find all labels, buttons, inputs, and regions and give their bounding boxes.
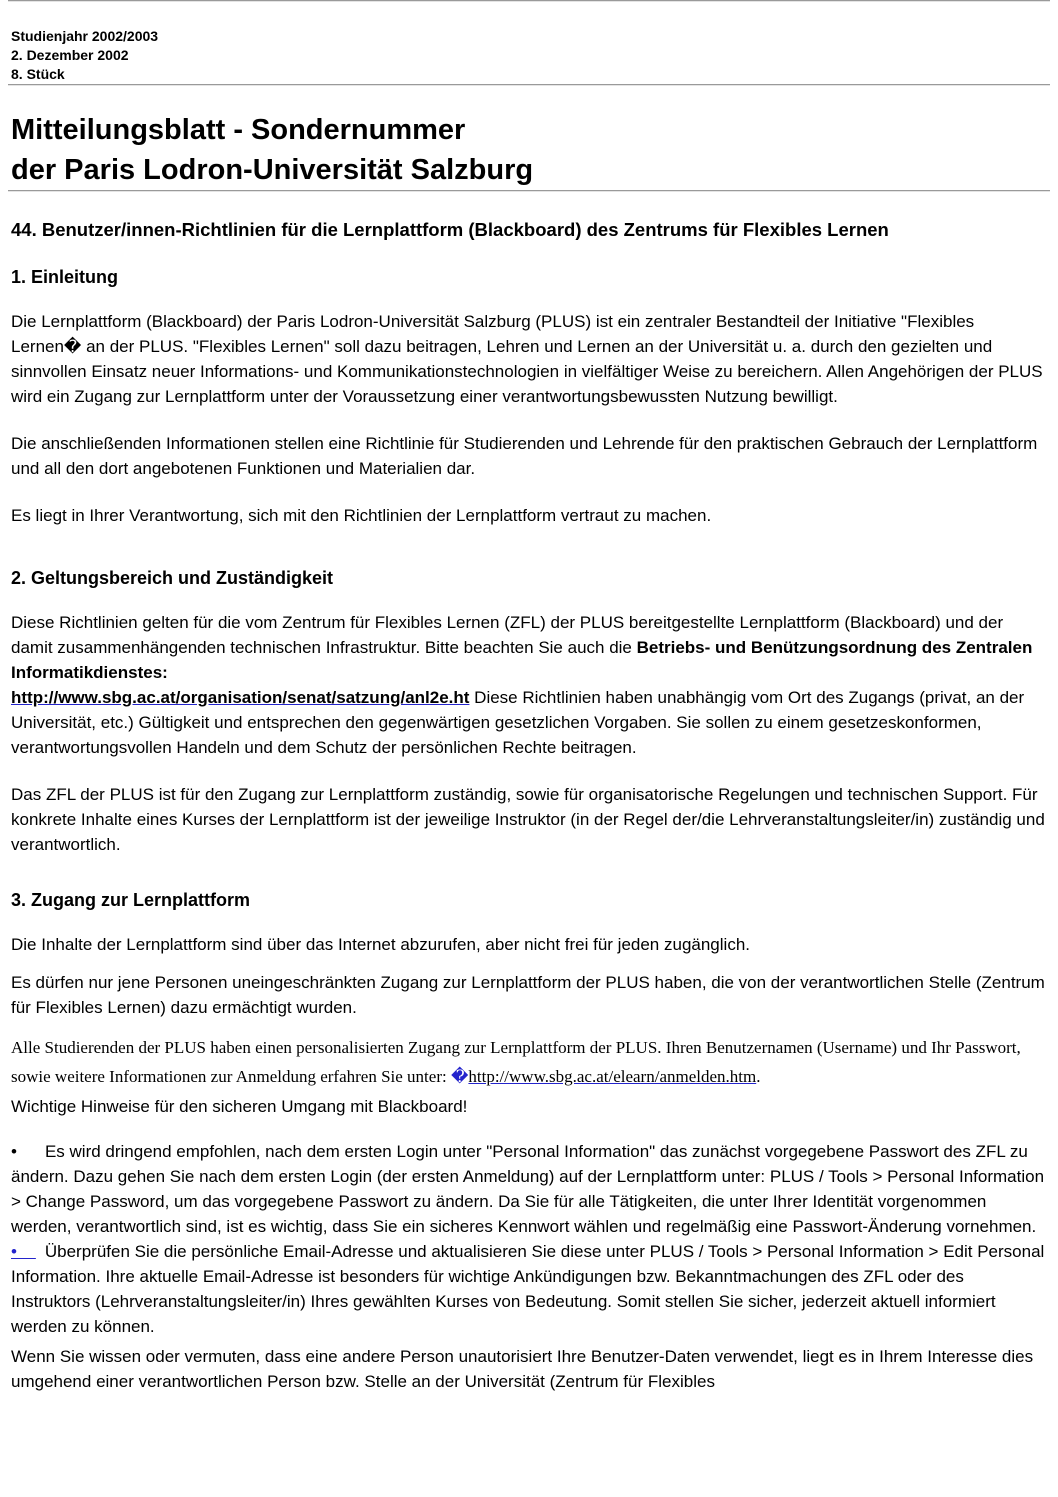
horizontal-rule-under-masthead [8,84,1050,86]
horizontal-rule-under-title [8,190,1050,192]
section-heading-geltungsbereich: 2. Geltungsbereich und Zuständigkeit [11,568,334,588]
masthead-line-date: 2. Dezember 2002 [11,47,129,63]
horizontal-rule-top [8,0,1050,2]
link-anmelden-url[interactable]: http://www.sbg.ac.at/elearn/anmelden.htm [468,1067,757,1086]
text-run-bold: Betriebs- und Benützungsordnung des Zentralen Informatikdienstes: [11,638,1033,682]
masthead-line-stueck: 8. Stück [11,66,65,82]
paragraph-anmeldung-serif [11,1033,1047,1091]
masthead [11,27,1047,84]
paragraph-zugang-2: Es dürfen nur jene Personen uneingeschränkten Zugang zur Lernplattform der PLUS haben, die von der verantwortlichen Stelle (Zentrum für Flexibles Lernen) dazu ermächtigt wurden. [11,973,1045,1017]
article-heading: 44. Benutzer/innen-Richtlinien für die Lernplattform (Blackboard) des Zentrums für Flexibles Lernen [11,219,889,240]
page-title-line-1: Mitteilungsblatt - Sondernummer [11,114,466,146]
notice-line: Wichtige Hinweise für den sicheren Umgang mit Blackboard! [11,1097,468,1116]
masthead-line-studienjahr: Studienjahr 2002/2003 [11,28,159,44]
paragraph-zugang-1: Die Inhalte der Lernplattform sind über das Internet abzurufen, aber nicht frei für jeden zugänglich. [11,935,750,954]
link-satzung-url[interactable]: http://www.sbg.ac.at/organisation/senat/satzung/anl2e.ht [11,688,470,707]
text-run: Alle Studierenden der PLUS haben einen personalisierten Zugang zur Lernplattform der PLUS. Ihren Benutzernamen (Username) und Ihr Passwort, sowie weitere Informationen zur Anmeldung erfahren Sie unter: [11,1038,1021,1086]
section-heading-zugang: 3. Zugang zur Lernplattform [11,890,251,910]
bullet-item-password [11,1139,1047,1239]
page-title-line-2: der Paris Lodron-Universität Salzburg [11,154,534,186]
paragraph-einleitung-1: Die Lernplattform (Blackboard) der Paris Lodron-Universität Salzburg (PLUS) ist ein zentraler Bestandteil der Initiative "Flexibles Lernen� an der PLUS. "Flexibles Lernen" soll dazu beitragen, Lehren und Lernen an der Universität u. a. durch den gezielten und sinnvollen Einsatz neuer Informations- und Kommunikationstechnologien in vielfältiger Weise zu bereichern. Allen Angehörigen der PLUS wird ein Zugang zur Lernplattform unter der Voraussetzung einer verantwortungsbewussten Nutzung bewilligt. [11,312,1043,406]
paragraph-einleitung-2: Die anschließenden Informationen stellen eine Richtlinie für Studierenden und Lehrende für den praktischen Gebrauch der Lernplattform und all den dort angebotenen Funktionen und Materialien dar. [11,434,1038,478]
paragraph-einleitung-3: Es liegt in Ihrer Verantwortung, sich mit den Richtlinien der Lernplattform vertraut zu machen. [11,506,712,525]
paragraph-geltungsbereich-2: Das ZFL der PLUS ist für den Zugang zur Lernplattform zuständig, sowie für organisatorische Regelungen und technischen Support. Für konkrete Inhalte eines Kurses der Lernplattform ist der jeweilige Instruktor (in der Regel der/die Lehrveranstaltungsleiter/in) zuständig und verantwortlich. [11,785,1045,854]
page-title [11,110,1047,190]
paragraph-geltungsbereich-1 [11,610,1047,760]
bullet-icon: • [11,1142,17,1161]
bullet-text: Überprüfen Sie die persönliche Email-Adresse und aktualisieren Sie diese unter PLUS / Tools > Personal Information > Edit Personal Information. Ihre aktuelle Email-Adresse ist besonders für wichtige Ankündigungen bzw. Bekanntmachungen des ZFL oder des Instruktors (Lehrveranstaltungsleiter/in) Ihres gewählten Kurses von Bedeutung. Somit stellen Sie sicher, jederzeit aktuell informiert werden zu können. [11,1242,1045,1336]
text-run: Diese Richtlinien haben unabhängig vom Ort des Zugangs (privat, an der Universität, etc.) Gültigkeit und entsprechen den gegenwärtigen gesetzlichen Vorgaben. Sie sollen zu einem gesetzeskonformen, verantwortungsvollen Handeln und dem Schutz der persönlichen Rechte beitragen. [11,688,1025,757]
section-heading-einleitung: 1. Einleitung [11,267,119,287]
replacement-char-icon: � [450,1067,469,1086]
bullet-item-email [11,1239,1047,1339]
paragraph-final: Wenn Sie wissen oder vermuten, dass eine andere Person unautorisiert Ihre Benutzer-Daten verwendet, liegt es in Ihrem Interesse dies umgehend einer verantwortlichen Person bzw. Stelle an der Universität (Zentrum für Flexibles [11,1347,1034,1391]
bullet-text: Es wird dringend empfohlen, nach dem ersten Login unter "Personal Information" das zunächst vorgegebene Passwort des ZFL zu ändern. Dazu gehen Sie nach dem ersten Login (der ersten Anmeldung) auf der Lernplattform unter: PLUS / Tools > Personal Information > Change Password, um das vorgegebene Passwort zu ändern. Da Sie für alle Tätigkeiten, die unter Ihrer Identität vorgenommen werden, verantwortlich sind, ist es wichtig, dass Sie ein sicheres Kennwort wählen und regelmäßig eine Passwort-Änderung vornehmen. [11,1142,1045,1236]
bullet-link-icon[interactable]: • [11,1242,36,1261]
text-run: . [756,1067,761,1086]
text-run: Diese Richtlinien gelten für die vom Zentrum für Flexibles Lernen (ZFL) der PLUS bereitgestellte Lernplattform (Blackboard) und der damit zusammenhängenden technischen Infrastruktur. Bitte beachten Sie auch die [11,613,1004,657]
